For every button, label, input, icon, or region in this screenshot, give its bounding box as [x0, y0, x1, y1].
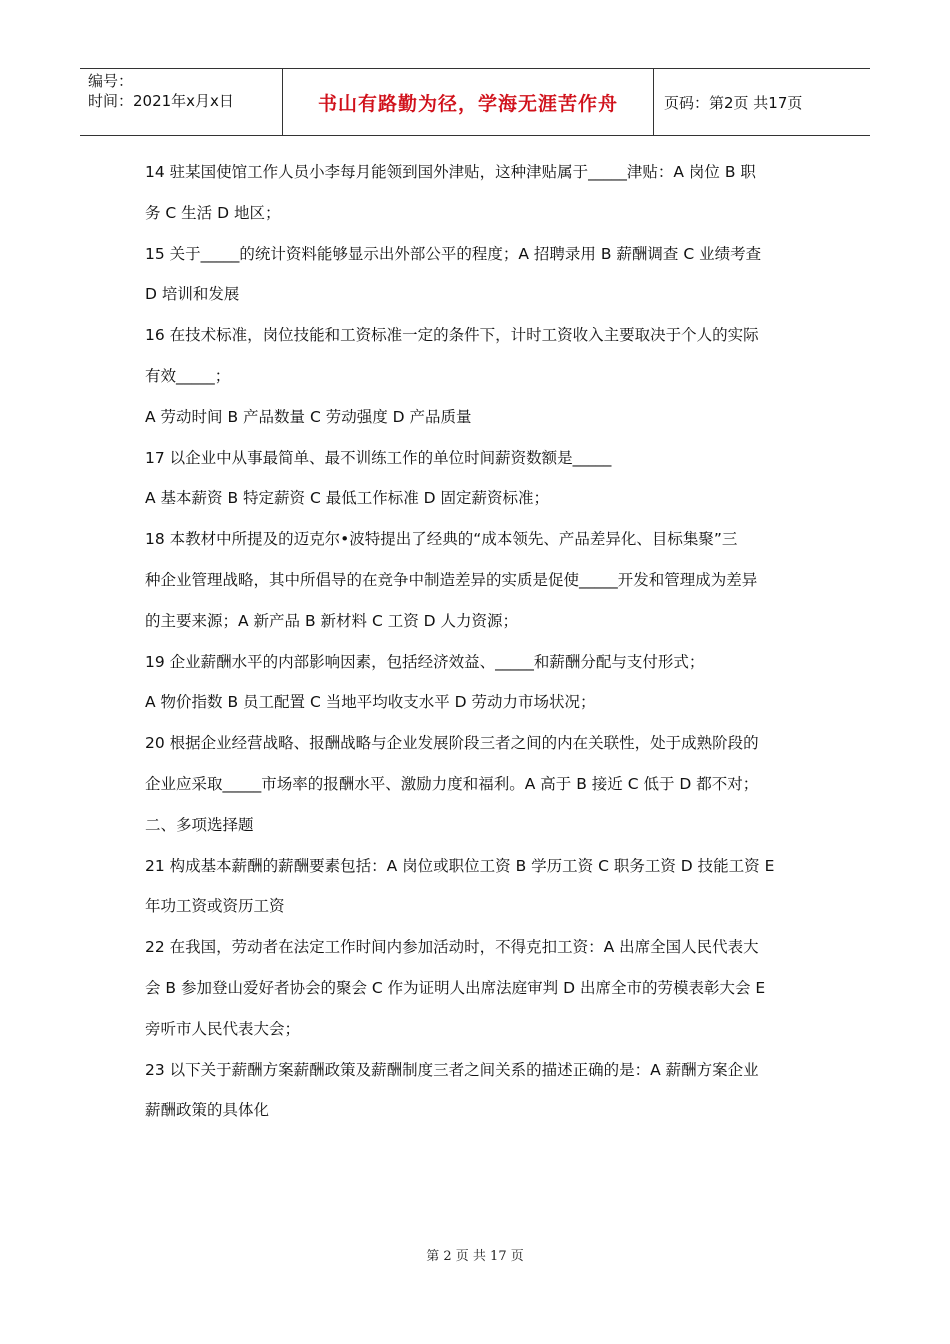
page-header [80, 68, 870, 136]
text-line: 15 关于_____的统计资料能够显示出外部公平的程度；A 招聘录用 B 薪酬调查 C 业绩考查 [145, 244, 762, 263]
text-line: 19 企业薪酬水平的内部影响因素，包括经济效益、_____和薪酬分配与支付形式； [145, 652, 705, 671]
text-line: A 劳动时间 B 产品数量 C 劳动强度 D 产品质量 [145, 407, 472, 426]
motto-text: 书山有路勤为径，学海无涯苦作舟 [317, 92, 618, 115]
text-line: 会 B 参加登山爱好者协会的聚会 C 作为证明人出席法庭审判 D 出席全市的劳模表彰大会 E [145, 978, 766, 997]
text-line: 种企业管理战略，其中所倡导的在竞争中制造差异的实质是促使_____开发和管理成为差异 [145, 570, 758, 589]
text-line: 务 C 生活 D 地区； [145, 203, 281, 222]
serial-label: 编号： [88, 72, 134, 90]
text-line: 16 在技术标准，岗位技能和工资标准一定的条件下，计时工资收入主要取决于个人的实际 [145, 326, 759, 345]
header-page-cell [654, 69, 870, 135]
text-line: 17 以企业中从事最简单、最不训练工作的单位时间薪资数额是_____ [145, 448, 612, 467]
page-number-label: 页码：第2页 共17页 [664, 93, 803, 112]
header-motto-cell [282, 69, 654, 135]
section-heading: 二、多项选择题 [145, 815, 254, 834]
text-line: 年功工资或资历工资 [145, 897, 285, 916]
text-line: A 基本薪资 B 特定薪资 C 最低工作标准 D 固定薪资标准； [145, 489, 549, 508]
header-meta [80, 69, 282, 135]
text-line: 21 构成基本薪酬的薪酬要素包括：A 岗位或职位工资 B 学历工资 C 职务工资 D 技能工资 E [145, 856, 775, 875]
text-line: 18 本教材中所提及的迈克尔•波特提出了经典的“成本领先、产品差异化、目标集聚”三 [145, 530, 738, 549]
text-line: 企业应采取_____市场率的报酬水平、激励力度和福利。A 高于 B 接近 C 低于 D 都不对； [145, 774, 759, 793]
document-body [145, 152, 815, 1131]
time-label: 时间：2021年x月x日 [88, 92, 234, 110]
text-line: 23 以下关于薪酬方案薪酬政策及薪酬制度三者之间关系的描述正确的是：A 薪酬方案企业 [145, 1060, 759, 1079]
text-line: D 培训和发展 [145, 285, 240, 304]
text-line: 14 驻某国使馆工作人员小李每月能领到国外津贴，这种津贴属于_____津贴：A 岗位 B 职 [145, 163, 756, 181]
text-line: 旁听市人民代表大会； [145, 1019, 301, 1038]
text-line: 薪酬政策的具体化 [145, 1101, 270, 1120]
text-line: 22 在我国，劳动者在法定工作时间内参加活动时，不得克扣工资：A 出席全国人民代表大 [145, 938, 759, 957]
text-line: 有效_____； [145, 366, 231, 385]
page-footer: 第 2 页 共 17 页 [426, 1249, 524, 1264]
text-line: A 物价指数 B 员工配置 C 当地平均收支水平 D 劳动力市场状况； [145, 693, 596, 712]
text-line: 20 根据企业经营战略、报酬战略与企业发展阶段三者之间的内在关联性，处于成熟阶段的 [145, 734, 759, 753]
text-line: 的主要来源；A 新产品 B 新材料 C 工资 D 人力资源； [145, 611, 518, 630]
